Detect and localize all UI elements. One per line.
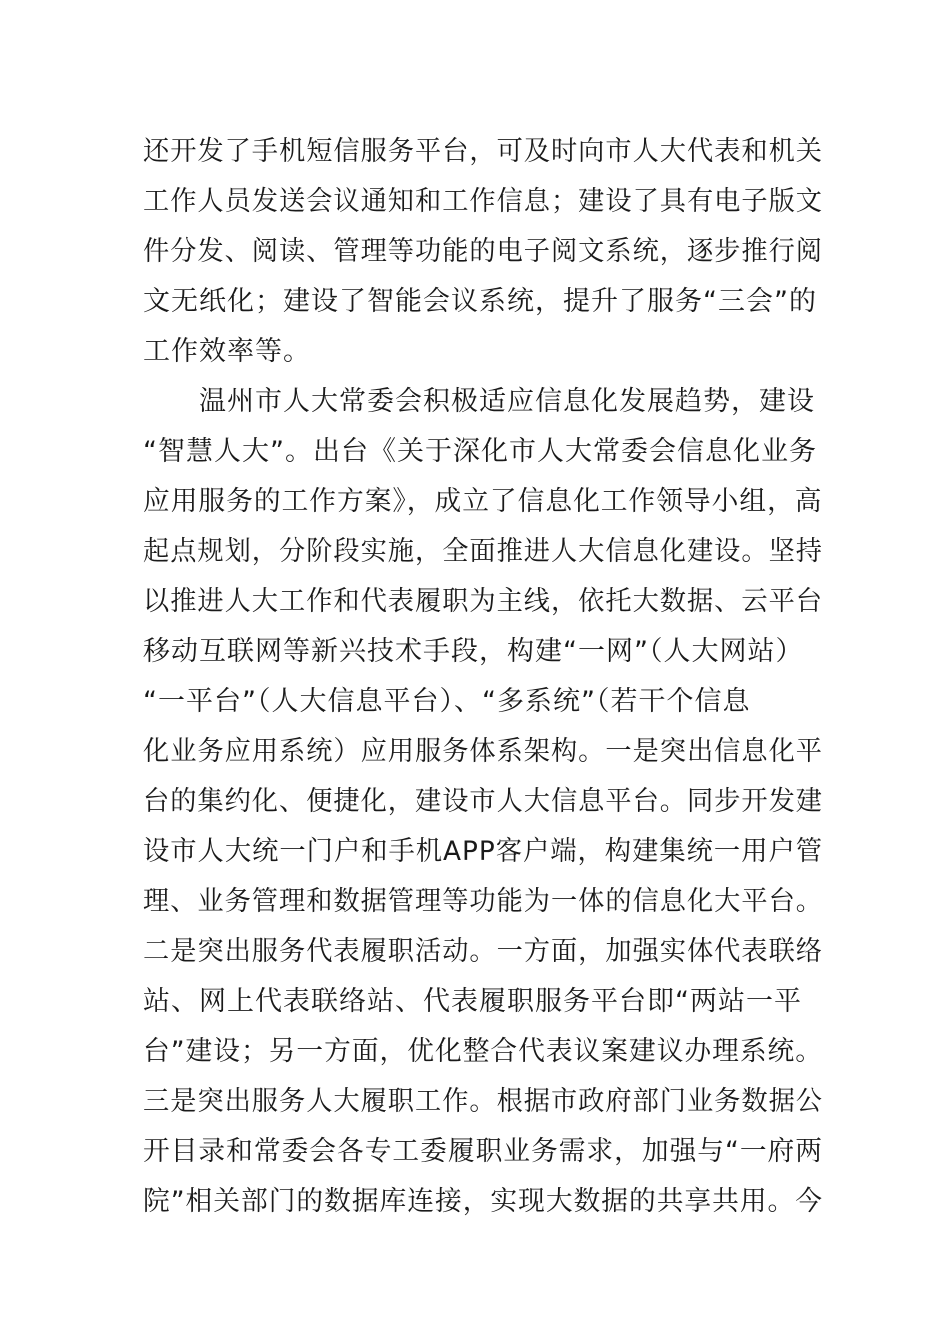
- text-line: 应用服务的工作方案》，成立了信息化工作领导小组，高: [143, 486, 823, 517]
- text-line: 以推进人大工作和代表履职为主线，依托大数据、云平台: [143, 586, 823, 617]
- text-line: 移动互联网等新兴技术手段，构建“一网”（人大网站）: [143, 636, 804, 667]
- text-line: 设市人大统一门户和手机APP客户端，构建集统一用户管: [143, 836, 824, 867]
- paragraph-start-line: 温州市人大常委会积极适应信息化发展趋势，建设: [143, 386, 815, 417]
- text-line: 开目录和常委会各专工委履职业务需求，加强与“一府两: [143, 1136, 823, 1167]
- text-line: 台”建设；另一方面，优化整合代表议案建议办理系统。: [143, 1036, 823, 1067]
- text-line: 二是突出服务代表履职活动。一方面，加强实体代表联络: [143, 936, 823, 967]
- text-line: 件分发、阅读、管理等功能的电子阅文系统，逐步推行阅: [143, 236, 823, 267]
- text-line: 起点规划，分阶段实施，全面推进人大信息化建设。坚持: [143, 536, 823, 567]
- document-body: [143, 127, 823, 1227]
- text-line: 台的集约化、便捷化，建设市人大信息平台。同步开发建: [143, 786, 823, 817]
- text-line: 工作效率等。: [143, 336, 311, 367]
- text-line: 院”相关部门的数据库连接，实现大数据的共享共用。今: [143, 1186, 823, 1217]
- text-line: 文无纸化；建设了智能会议系统，提升了服务“三会”的: [143, 286, 817, 317]
- text-line: 三是突出服务人大履职工作。根据市政府部门业务数据公: [143, 1086, 823, 1117]
- text-line: 理、业务管理和数据管理等功能为一体的信息化大平台。: [143, 886, 823, 917]
- text-line: “智慧人大”。出台《关于深化市人大常委会信息化业务: [143, 436, 817, 467]
- text-line: 化业务应用系统）应用服务体系架构。一是突出信息化平: [143, 736, 823, 767]
- text-line: 还开发了手机短信服务平台，可及时向市人大代表和机关: [143, 136, 823, 167]
- text-line: 工作人员发送会议通知和工作信息；建设了具有电子版文: [143, 186, 823, 217]
- text-line: “一平台”（人大信息平台）、“多系统”（若干个信息: [143, 686, 751, 717]
- text-line: 站、网上代表联络站、代表履职服务平台即“两站一平: [143, 986, 802, 1017]
